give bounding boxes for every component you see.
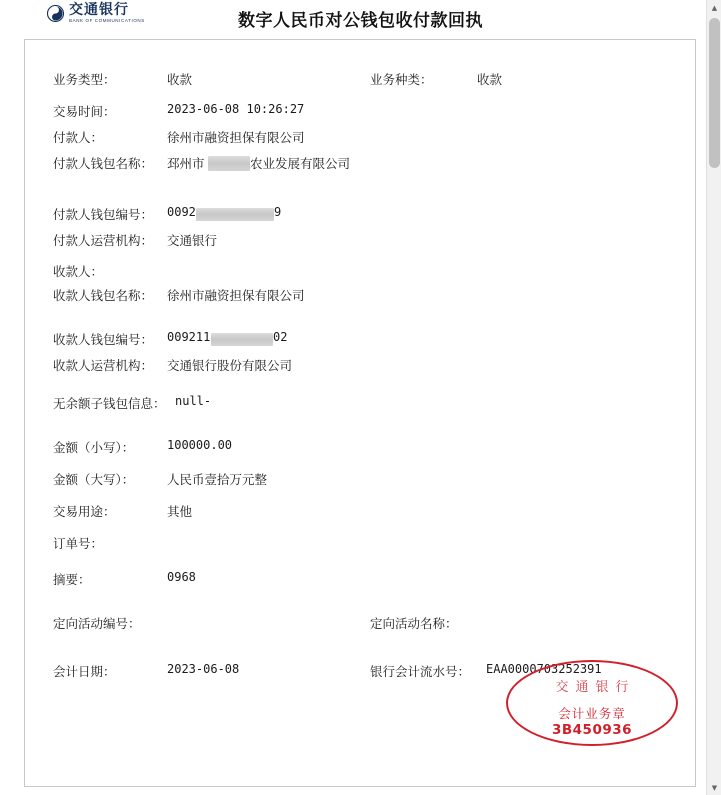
field-label: 订单号：	[53, 536, 104, 551]
field-value: 收款	[477, 72, 503, 87]
field-label: 付款人钱包名称：	[53, 156, 154, 171]
field-value: EAA0000703252391	[486, 662, 602, 676]
field-value: 2023-06-08	[167, 662, 240, 676]
field-value-tail: 农业发展有限公司	[250, 156, 351, 171]
field-label: 金额（小写）：	[53, 440, 135, 455]
field-label: 收款人运营机构：	[53, 358, 154, 373]
field-value: 0092	[167, 205, 196, 219]
scroll-down-arrow-icon[interactable]: ▼	[711, 783, 718, 792]
field-label: 收款人钱包名称：	[53, 288, 154, 303]
field-label: 交易用途：	[53, 504, 116, 519]
field-value: 2023-06-08 10:26:27	[167, 102, 305, 116]
field-value: 徐州市融资担保有限公司	[167, 288, 305, 303]
field-value: 009211	[167, 330, 211, 344]
seal-number: 3B450936	[551, 722, 633, 738]
field-value: 徐州市融资担保有限公司	[167, 130, 305, 145]
table-row	[25, 330, 695, 352]
table-row	[25, 438, 695, 460]
redaction-block	[208, 156, 250, 171]
field-value-tail: 02	[273, 330, 288, 344]
table-row	[25, 570, 695, 592]
table-row	[25, 70, 695, 92]
redaction-block	[196, 208, 274, 221]
field-value: 人民币壹拾万元整	[167, 472, 268, 487]
field-label: 摘要：	[53, 572, 91, 587]
field-value-tail: 9	[274, 205, 282, 219]
field-label: 付款人钱包编号：	[53, 207, 154, 222]
official-seal	[506, 660, 678, 746]
field-label: 付款人：	[53, 130, 104, 145]
table-row	[25, 205, 695, 227]
table-row	[25, 394, 695, 416]
scroll-up-arrow-icon[interactable]: ▲	[711, 3, 718, 12]
table-row	[25, 154, 695, 176]
field-label: 收款人：	[53, 264, 104, 279]
page-title: 数字人民币对公钱包收付款回执	[238, 11, 483, 31]
field-value: 邳州市	[167, 156, 205, 171]
field-label: 业务类型：	[53, 72, 116, 87]
field-value: 其他	[167, 504, 193, 519]
table-row	[25, 231, 695, 253]
field-label: 业务种类：	[370, 72, 433, 87]
field-label: 定向活动名称：	[370, 616, 458, 631]
field-label: 交易时间：	[53, 104, 116, 119]
table-row	[25, 262, 695, 284]
bank-name-en: BANK OF COMMUNICATIONS	[69, 18, 145, 23]
field-label: 定向活动编号：	[53, 616, 141, 631]
table-row	[25, 502, 695, 524]
field-value: 交通银行	[167, 233, 218, 248]
seal-department: 会计业务章	[558, 706, 626, 721]
field-label: 银行会计流水号：	[370, 664, 471, 679]
field-value: 0968	[167, 570, 196, 584]
table-row	[25, 614, 695, 636]
field-value: 交通银行股份有限公司	[167, 358, 293, 373]
table-row	[25, 470, 695, 492]
field-label: 付款人运营机构：	[53, 233, 154, 248]
page-scrollbar[interactable]	[706, 0, 721, 795]
field-label: 会计日期：	[53, 664, 116, 679]
table-row	[25, 102, 695, 124]
field-value: 收款	[167, 72, 193, 87]
redaction-block	[211, 333, 273, 346]
table-row	[25, 356, 695, 378]
table-row	[25, 286, 695, 308]
field-label: 收款人钱包编号：	[53, 332, 154, 347]
table-row	[25, 128, 695, 150]
table-row	[25, 534, 695, 556]
scrollbar-thumb[interactable]	[709, 18, 720, 168]
field-label: 金额（大写）：	[53, 472, 135, 487]
bank-name-cn: 交通银行	[69, 2, 129, 18]
field-value: null-	[175, 394, 212, 408]
field-label: 无余额子钱包信息：	[53, 396, 166, 411]
seal-bank-name: 交通银行	[555, 680, 636, 695]
field-value: 100000.00	[167, 438, 233, 452]
document-header	[0, 0, 721, 34]
